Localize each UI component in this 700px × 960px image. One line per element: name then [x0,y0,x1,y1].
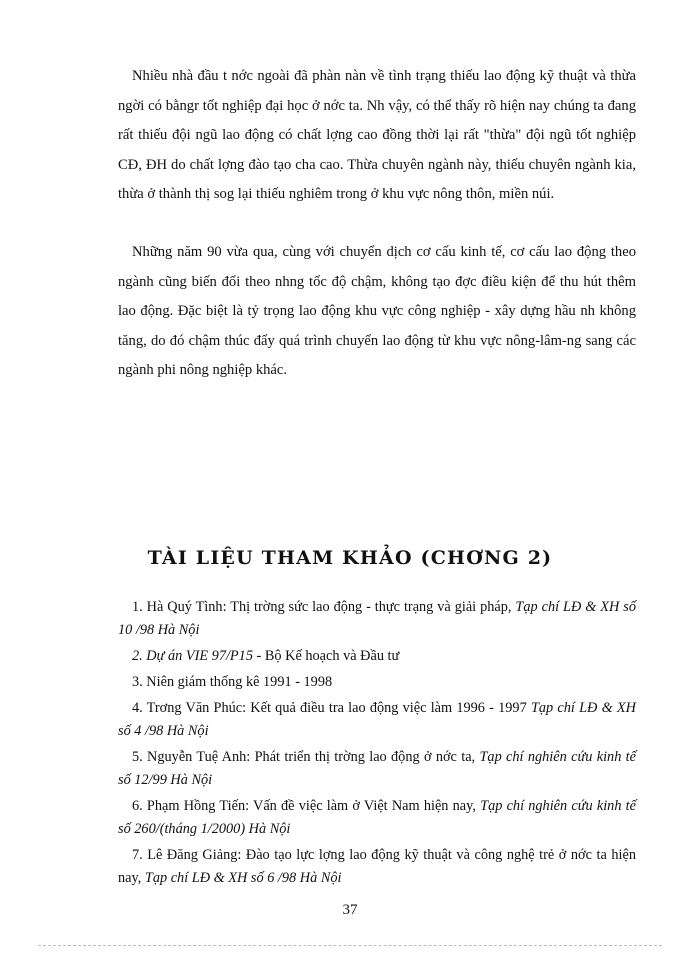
body-paragraph-2: Những năm 90 vừa qua, cùng với chuyển dịch cơ cấu kinh tế, cơ cấu lao động theo ngành cũng biến đổi theo nhng tốc độ chậm, không tạo đợc điều kiện để thu hút thêm lao động. Đặc biệt là tỷ trọng lao động khu vực công nghiệp - xây dựng hầu nh không tăng, do đó chậm thúc đẩy quá trình chuyển lao động từ khu vực nông-lâm-ng sang các ngành phi nông nghiệp khác. [118,244,636,378]
page-bottom-divider [38,945,662,946]
reference-item: 4. Trơng Văn Phúc: Kết quả điều tra lao động việc làm 1996 - 1997 Tạp chí LĐ & XH số 4 /98 Hà Nội [118,700,636,739]
reference-item: 5. Nguyễn Tuệ Anh: Phát triển thị trờng lao động ở nớc ta, Tạp chí nghiên cứu kinh tế số 12/99 Hà Nội [118,749,636,788]
reference-item: 3. Niên giám thống kê 1991 - 1998 [132,674,333,690]
reference-item: 1. Hà Quý Tình: Thị trờng sức lao động - thực trạng và giải pháp, Tạp chí LĐ & XH số 10 /98 Hà Nội [118,599,636,638]
reference-item: 2. Dự án VIE 97/P15 - Bộ Kế hoạch và Đầu tư [132,648,400,664]
reference-item: 6. Phạm Hồng Tiến: Vấn đề việc làm ở Việt Nam hiện nay, Tạp chí nghiên cứu kinh tế số 260/(tháng 1/2000) Hà Nội [118,798,636,837]
page-number: 37 [342,902,358,918]
references-heading: TÀI LIỆU THAM KHẢO (CHƠNG 2) [147,547,553,569]
body-paragraph-1: Nhiều nhà đầu t nớc ngoài đã phàn nàn về tình trạng thiếu lao động kỹ thuật và thừa ngời có bằngr tốt nghiệp đại học ở nớc ta. Nh vậy, có thể thấy rõ hiện nay chúng ta đang rất thiếu đội ngũ lao động có chất lợng cao đồng thời lại rất "thừa" đội ngũ tốt nghiệp CĐ, ĐH do chất lợng đào tạo cha cao. Thừa chuyên ngành này, thiếu chuyên ngành kia, thừa ở thành thị sog lại thiếu nghiêm trong ở khu vực nông thôn, miền núi. [118,68,636,202]
reference-item: 7. Lê Đăng Giảng: Đào tạo lực lợng lao động kỹ thuật và công nghệ trẻ ở nớc ta hiện nay, Tạp chí LĐ & XH số 6 /98 Hà Nội [118,847,636,886]
reference-list [118,596,636,893]
